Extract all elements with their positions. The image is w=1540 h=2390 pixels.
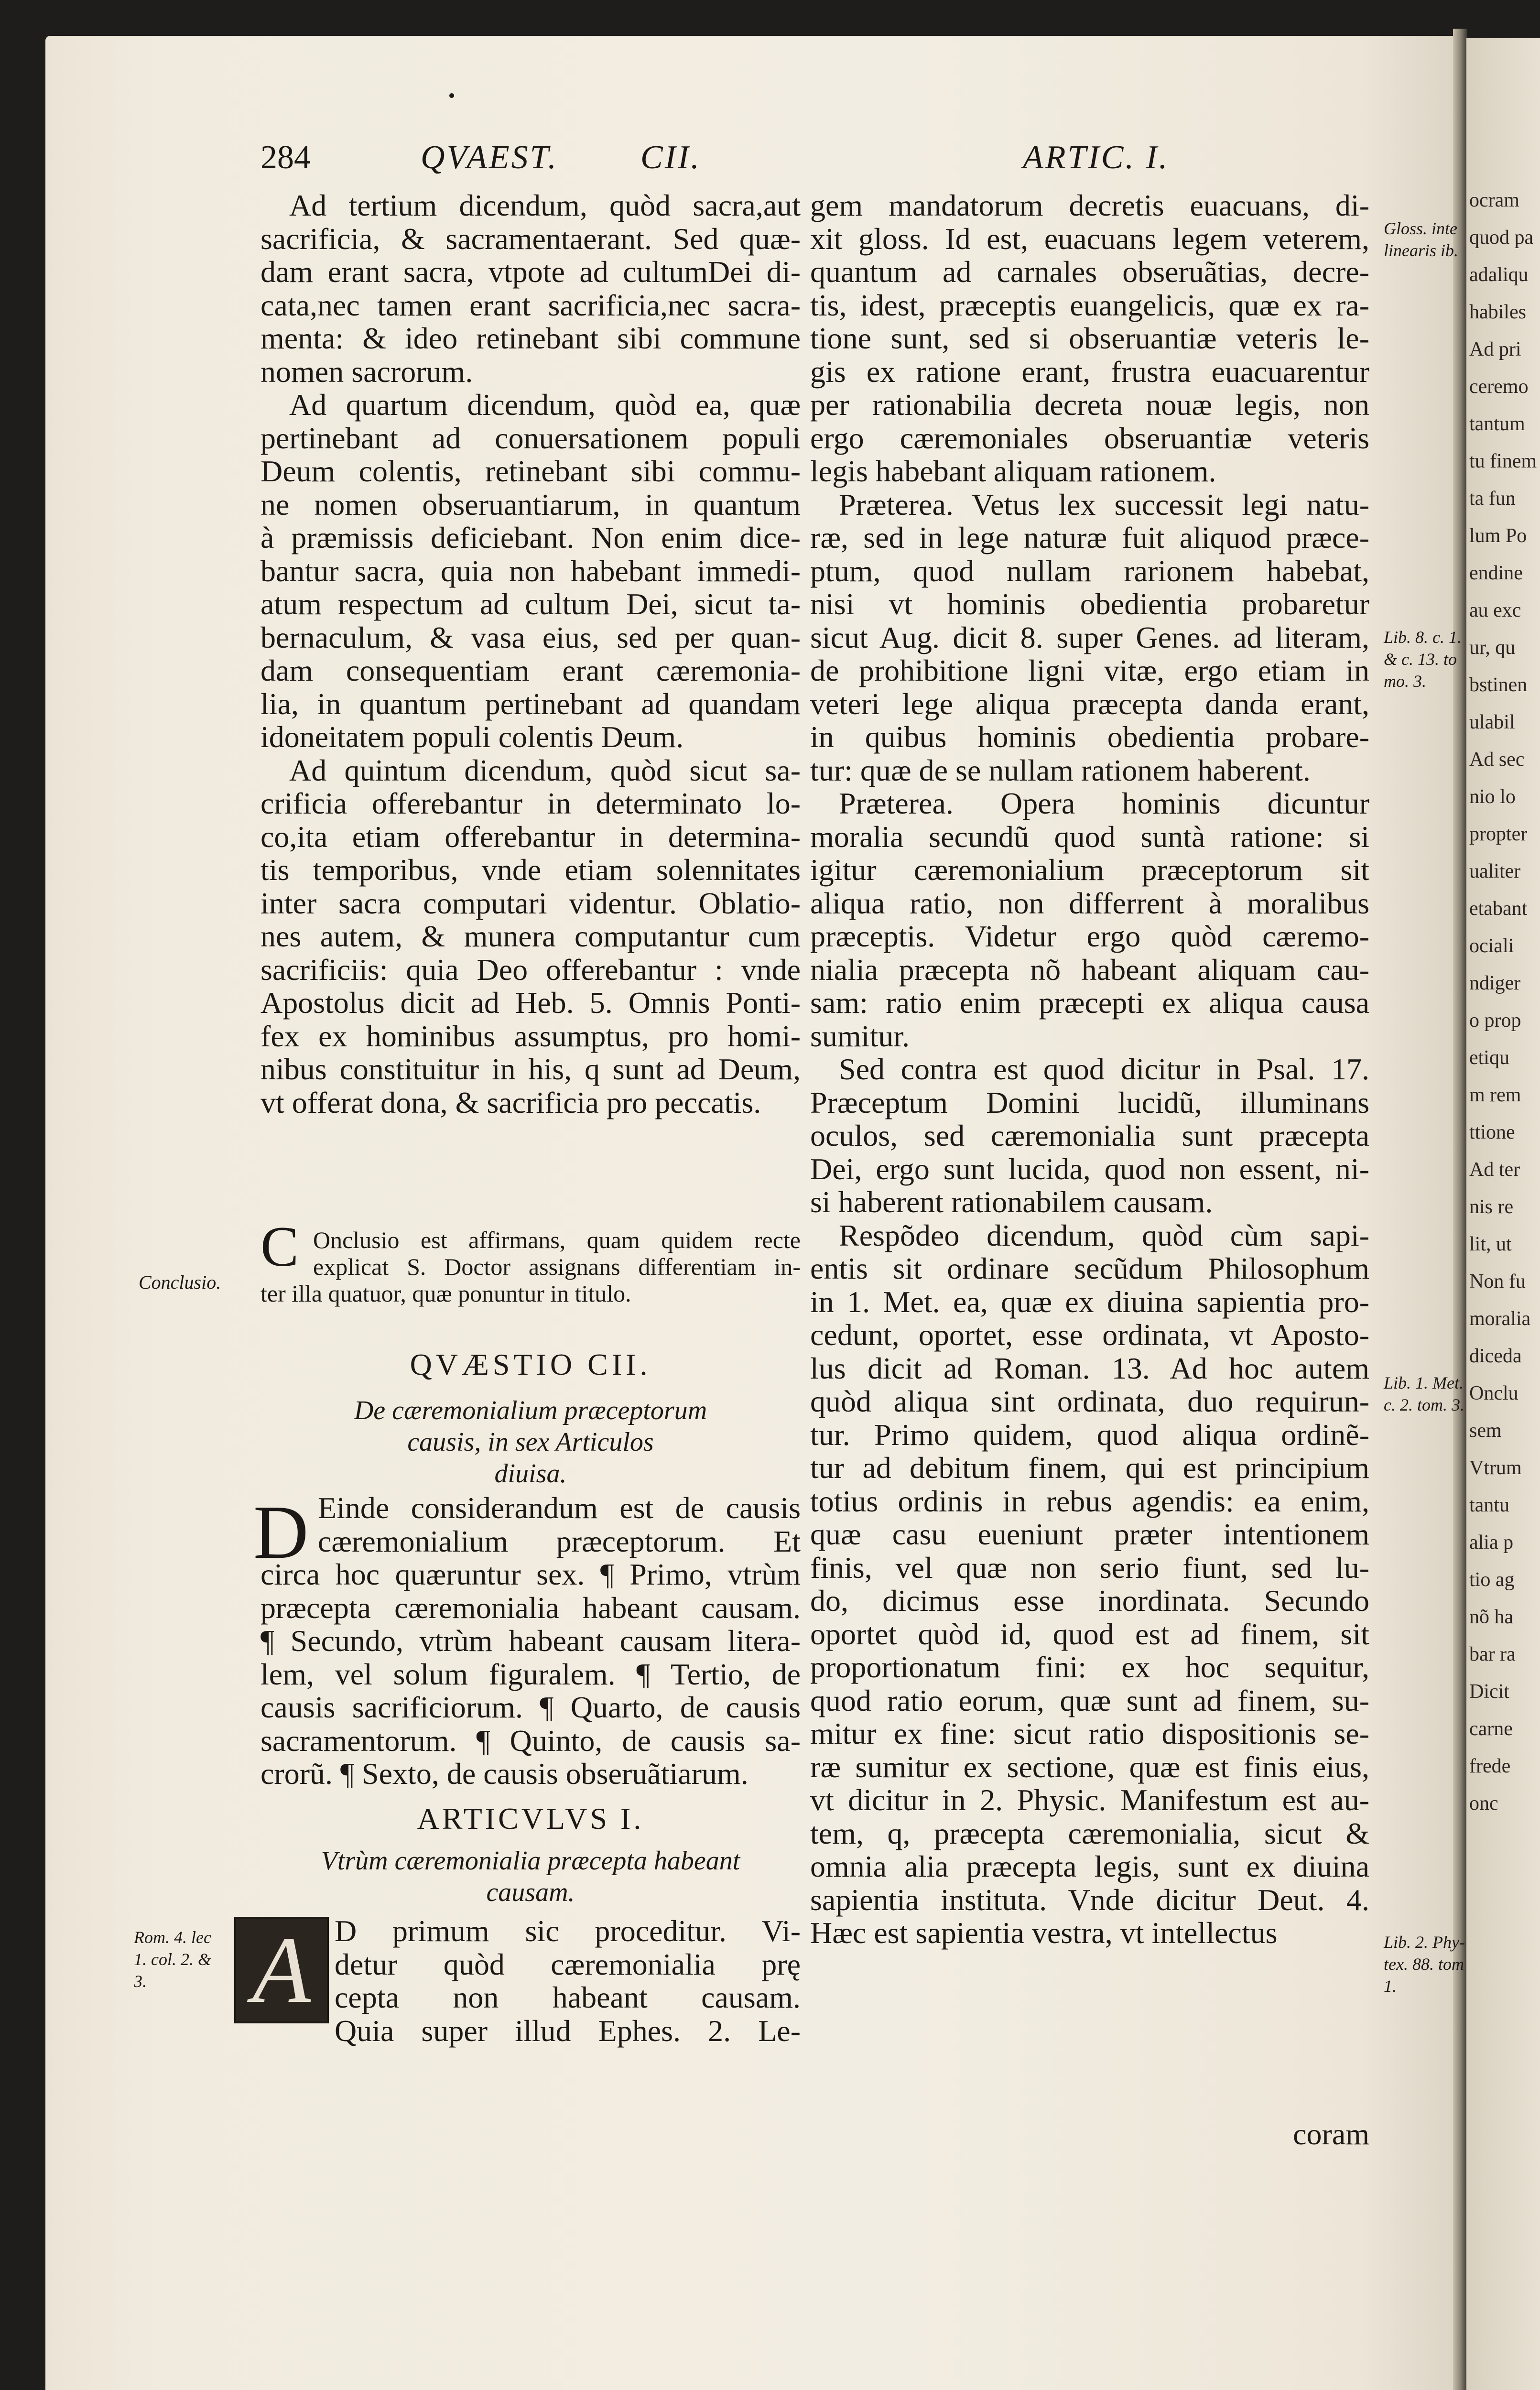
running-head-center: CII.: [640, 139, 701, 176]
text-line: Onclusio est affirmans, quam quidem recte: [313, 1227, 801, 1253]
next-page-line: Non fu: [1469, 1271, 1526, 1293]
margin-note-line: 3.: [134, 1972, 147, 1991]
text-line: Vtrùm cæremonialia præcepta habeant: [321, 1846, 740, 1876]
next-page-line: Ad ter: [1469, 1159, 1520, 1181]
text-line: Quia super illud Ephes. 2. Le-: [335, 2013, 801, 2048]
text-line: à præmissis deficiebant. Non enim dice-: [260, 521, 801, 554]
next-page-line: ndiger: [1469, 972, 1521, 994]
next-page-line: ta fun: [1469, 488, 1516, 510]
text-line: causis sacrificiorum. ¶ Quarto, de causis: [260, 1690, 801, 1724]
text-line: si haberent rationabilem causam.: [810, 1185, 1213, 1219]
page-number: 284: [260, 139, 311, 176]
text-line: detur quòd cæremonialia prę: [335, 1947, 801, 1981]
next-page-line: frede: [1469, 1755, 1511, 1777]
next-page-line: bar ra: [1469, 1643, 1516, 1665]
text-line: aliqua ratio, non differrent à moralibus: [810, 886, 1369, 920]
text-line: dam erant sacra, vtpote ad cultumDei di-: [260, 255, 801, 289]
margin-note-line: linearis ib.: [1384, 241, 1459, 260]
next-page-line: o prop: [1469, 1010, 1521, 1032]
next-page-line: tantum: [1469, 413, 1525, 435]
next-page-line: adaliqu: [1469, 264, 1529, 286]
margin-note-line: Lib. 1. Met.: [1384, 1373, 1464, 1392]
next-page-line: Vtrum: [1469, 1457, 1522, 1479]
quaestio-intro: [260, 1491, 801, 1791]
text-line: tur ad debitum finem, qui est principium: [810, 1451, 1369, 1485]
next-page-line: nõ ha: [1469, 1606, 1514, 1628]
text-line: tis temporibus, vnde etiam solennitates: [260, 853, 801, 887]
text-line: moralia secundũ quod suntà ratione: si: [810, 819, 1369, 854]
next-page-line: etabant: [1469, 898, 1528, 920]
text-line: lem, vel solum figuralem. ¶ Tertio, de: [260, 1657, 801, 1691]
text-line: oculos, sed cæremonialia sunt præcepta: [810, 1119, 1369, 1152]
text-line: quantum ad carnales obseruãtias, decre-: [810, 255, 1369, 289]
margin-note-line: 1. col. 2. &: [134, 1950, 211, 1969]
text-line: in quibus hominis obedientia probare-: [810, 720, 1369, 754]
text-line: entis sit ordinare secũdum Philosophum: [810, 1251, 1369, 1285]
text-line: Ad tertium dicendum, quòd sacra,aut: [289, 188, 801, 222]
next-page-line: au exc: [1469, 599, 1521, 621]
text-line: tem, q, præcepta cæremonialia, sicut &: [810, 1816, 1369, 1850]
next-page-line: etiqu: [1469, 1047, 1509, 1069]
text-line: crificia offerebantur in determinato lo-: [260, 786, 801, 820]
text-line: diuisa.: [494, 1459, 567, 1488]
next-page-line: alia p: [1469, 1532, 1514, 1554]
text-line: bantur sacra, quia non habebant immedi-: [260, 554, 801, 588]
text-line: tur. Primo quidem, quod aliqua ordinẽ-: [810, 1417, 1369, 1452]
text-line: ter illa quatuor, quæ ponuntur in titulo.: [260, 1280, 631, 1307]
text-line: Hæc est sapientia vestra, vt intellectus: [810, 1916, 1278, 1950]
right-paragraph-5: [810, 1219, 1369, 1950]
text-line: nes autem, & munera computantur cum: [260, 919, 801, 953]
margin-note-line: & c. 13. to: [1384, 650, 1457, 669]
next-page-line: m rem: [1469, 1084, 1521, 1106]
articulus-title: ARTICVLVS I.: [417, 1802, 644, 1836]
running-head-right: ARTIC. I.: [1023, 139, 1170, 176]
text-line: tur: quæ de se nullam rationem haberent.: [810, 753, 1311, 787]
text-line: cepta non habeant causam.: [335, 1980, 801, 2014]
text-line: dam consequentiam erant cæremonia-: [260, 653, 801, 687]
margin-note-lib1: [1384, 1372, 1464, 1416]
ink-dot: [449, 93, 454, 98]
left-paragraph-3: [260, 754, 801, 1119]
text-line: totius ordinis in rebus agendis: ea enim,: [810, 1484, 1369, 1518]
text-line: Respõdeo dicendum, quòd cùm sapi-: [839, 1218, 1369, 1252]
conclusio-text: [260, 1227, 801, 1307]
margin-note-line: Lib. 8. c. 1.: [1384, 628, 1462, 647]
next-page-line: onc: [1469, 1792, 1498, 1814]
text-line: lus dicit ad Roman. 13. Ad hoc autem: [810, 1351, 1369, 1385]
text-line: ¶ Secundo, vtrùm habeant causam litera-: [260, 1624, 801, 1658]
text-line: idoneitatem populi colentis Deum.: [260, 720, 684, 754]
decorated-initial-letter: A: [252, 1917, 311, 2023]
catchword: coram: [1293, 2117, 1369, 2151]
text-line: nomen sacrorum.: [260, 354, 473, 389]
next-page-line: Ad pri: [1469, 338, 1521, 360]
next-page-fragments: [1469, 182, 1536, 1822]
text-line: quod ratio eorum, quæ sunt ad finem, su-: [810, 1683, 1369, 1717]
text-line: pertinebant ad conuersationem populi: [260, 421, 801, 455]
text-line: Sed contra est quod dicitur in Psal. 17.: [839, 1052, 1369, 1086]
text-line: præcepta cæremonialia habeant causam.: [260, 1590, 801, 1625]
margin-note-rom: [134, 1926, 211, 1992]
text-line: circa hoc quæruntur sex. ¶ Primo, vtrùm: [260, 1557, 801, 1591]
next-page-line: ulabil: [1469, 711, 1515, 733]
text-line: menta: & ideo retinebant sibi commune: [260, 321, 801, 355]
intro-initial: D: [253, 1489, 309, 1575]
text-line: quæ casu eueniunt præter intentionem: [810, 1517, 1369, 1551]
text-line: ne nomen obseruantiarum, in quantum: [260, 487, 801, 521]
left-paragraph-1: [260, 189, 801, 388]
text-line: per rationabilia decreta nouæ legis, non: [810, 388, 1369, 422]
text-line: sumitur.: [810, 1019, 910, 1053]
text-line: quòd aliqua sint ordinata, duo requirun-: [810, 1384, 1369, 1418]
next-page-line: lum Po: [1469, 525, 1527, 547]
text-line: præceptis. Videtur ergo quòd cæremo-: [810, 919, 1369, 953]
margin-note-line: 1.: [1384, 1977, 1397, 1996]
text-line: Dei, ergo sunt lucida, quod non essent, ni-: [810, 1152, 1369, 1186]
next-page-line: lit, ut: [1469, 1233, 1512, 1255]
next-page-line: ocram: [1469, 189, 1519, 211]
text-line: gis ex ratione erant, frustra euacuarentur: [810, 354, 1369, 389]
text-line: legis habebant aliquam rationem.: [810, 454, 1216, 488]
text-line: Deum colentis, retinebant sibi commu-: [260, 454, 801, 488]
margin-note-conclusio: Conclusio.: [139, 1271, 221, 1293]
left-paragraph-2: [260, 388, 801, 754]
next-page-line: propter: [1469, 823, 1528, 845]
quaestio-subtitle: [260, 1395, 801, 1489]
quaestio-title: QVÆSTIO CII.: [410, 1347, 651, 1381]
text-line: cæremonialium præceptorum. Et: [318, 1524, 801, 1558]
text-line: explicat S. Doctor assignans differentiam in-: [313, 1253, 801, 1280]
next-page-line: bstinen: [1469, 674, 1528, 696]
right-column: [810, 189, 1369, 1950]
text-line: sapientia instituta. Vnde dicitur Deut. 4.: [810, 1882, 1369, 1917]
text-line: fex ex hominibus assumptus, pro homi-: [260, 1019, 801, 1053]
right-paragraph-3: [810, 787, 1369, 1053]
text-line: Einde considerandum est de causis: [318, 1491, 801, 1525]
next-page-line: tu finem: [1469, 450, 1537, 472]
left-column: [260, 189, 801, 1119]
text-line: Præceptum Domini lucidũ, illuminans: [810, 1085, 1369, 1119]
right-paragraph-2: [810, 488, 1369, 787]
next-page-line: sem: [1469, 1420, 1502, 1442]
text-line: sacramentorum. ¶ Quinto, de causis sa-: [260, 1723, 801, 1758]
next-page-line: nis re: [1469, 1196, 1514, 1218]
text-line: sacrificia, & sacramentaerant. Sed quæ-: [260, 221, 801, 256]
next-page-line: tio ag: [1469, 1569, 1515, 1591]
text-line: cata,nec tamen erant sacrificia,nec sacra-: [260, 288, 801, 322]
text-line: D primum sic proceditur. Vi-: [335, 1914, 801, 1948]
text-line: De cæremonialium præceptorum: [354, 1396, 707, 1425]
margin-note-line: tex. 88. tom: [1384, 1955, 1464, 1974]
text-line: de prohibitione ligni vitæ, ergo etiam in: [810, 653, 1369, 687]
next-page-line: Dicit: [1469, 1681, 1509, 1703]
next-page-line: moralia: [1469, 1308, 1531, 1330]
next-page-line: ociali: [1469, 935, 1514, 957]
next-page-line: nio lo: [1469, 786, 1516, 808]
next-page-line: ur, qu: [1469, 637, 1516, 659]
decorated-initial-A: [234, 1917, 329, 2023]
text-line: tione sunt, sed si obseruantiæ veteris le-: [810, 321, 1369, 355]
text-line: sicut Aug. dicit 8. super Genes. ad literam,: [810, 620, 1369, 654]
text-line: do, dicimus esse inordinata. Secundo: [810, 1584, 1369, 1618]
text-line: Ad quintum dicendum, quòd sicut sa-: [289, 753, 801, 787]
next-page-line: habiles: [1469, 301, 1526, 323]
text-line: vt dicitur in 2. Physic. Manifestum est au-: [810, 1783, 1369, 1817]
next-page-line: Ad sec: [1469, 749, 1525, 771]
text-line: atum respectum ad cultum Dei, sicut ta-: [260, 587, 801, 621]
text-line: causam.: [486, 1878, 575, 1907]
text-line: nialia præcepta nõ habeant aliquam cau-: [810, 952, 1369, 987]
text-line: Præterea. Opera hominis dicuntur: [839, 786, 1369, 820]
margin-note-line: c. 2. tom. 3.: [1384, 1395, 1464, 1414]
text-line: igitur cæremonialium præceptorum sit: [810, 853, 1369, 887]
text-line: xit gloss. Id est, euacuans legem veterem,: [810, 221, 1369, 256]
text-line: vt offerat dona, & sacrificia pro peccatis.: [260, 1085, 761, 1119]
text-line: tis, idest, præceptis euangelicis, quæ ex ra-: [810, 288, 1369, 322]
next-page-edge: [1466, 38, 1540, 2390]
text-line: Apostolus dicit ad Heb. 5. Omnis Ponti-: [260, 986, 801, 1020]
text-line: omnia alia præcepta legis, sunt ex diuina: [810, 1849, 1369, 1883]
text-line: finis, vel quæ non serio fiunt, sed lu-: [810, 1550, 1369, 1585]
margin-note-lib8: [1384, 626, 1462, 692]
margin-note-line: Gloss. inte: [1384, 219, 1458, 238]
margin-note-line: Rom. 4. lec: [134, 1928, 211, 1947]
margin-note-line: Lib. 2. Phy-: [1384, 1933, 1465, 1952]
text-line: cedunt, oportet, esse ordinata, vt Aposto-: [810, 1318, 1369, 1352]
next-page-line: ualiter: [1469, 860, 1521, 882]
margin-note-lib2: [1384, 1931, 1465, 1997]
book-spine: [1453, 29, 1467, 2390]
text-line: nisi vt hominis obedientia probaretur: [810, 587, 1369, 621]
text-line: Præterea. Vetus lex successit legi natu-: [839, 487, 1369, 521]
text-line: proportionatum fini: ex hoc sequitur,: [810, 1650, 1369, 1684]
text-line: oportet quòd id, quod est ad finem, sit: [810, 1617, 1369, 1651]
text-line: gem mandatorum decretis euacuans, di-: [810, 188, 1369, 222]
text-line: crorũ. ¶ Sexto, de causis obseruãtiarum.: [260, 1757, 748, 1791]
next-page-line: ceremo: [1469, 376, 1529, 398]
text-line: lia, in quantum pertinebant ad quandam: [260, 686, 801, 721]
right-paragraph-1: [810, 189, 1369, 488]
articulus-subtitle: [260, 1845, 801, 1908]
text-line: mitur ex fine: sicut ratio dispositionis se-: [810, 1716, 1369, 1750]
running-head-left: QVAEST.: [421, 139, 558, 176]
text-line: ræ sumitur ex sectione, quæ est finis eius,: [810, 1749, 1369, 1784]
next-page-line: Onclu: [1469, 1382, 1518, 1404]
text-line: co,ita etiam offerebantur in determina-: [260, 819, 801, 854]
text-line: bernaculum, & vasa eius, sed per quan-: [260, 620, 801, 654]
text-line: ptum, quod nullam rarionem habebat,: [810, 554, 1369, 588]
text-line: Ad quartum dicendum, quòd ea, quæ: [289, 388, 801, 422]
text-line: inter sacra computari videntur. Oblatio-: [260, 886, 801, 920]
next-page-line: carne: [1469, 1718, 1513, 1740]
text-line: sam: ratio enim præcepti ex aliqua causa: [810, 986, 1369, 1020]
next-page-line: endine: [1469, 562, 1523, 584]
text-line: veteri lege aliqua præcepta danda erant,: [810, 686, 1369, 721]
text-line: sacrificiis: quia Deo offerebantur : vnde: [260, 952, 801, 987]
right-paragraph-4: [810, 1053, 1369, 1219]
margin-note-gloss: [1384, 217, 1458, 261]
text-line: ræ, sed in lege naturæ fuit aliquod præce-: [810, 521, 1369, 554]
text-line: nibus constituitur in his, q sunt ad Deum,: [260, 1052, 801, 1086]
text-line: causis, in sex Articulos: [407, 1427, 654, 1457]
margin-note-line: mo. 3.: [1384, 672, 1426, 691]
next-page-line: quod pa: [1469, 227, 1534, 249]
text-line: in 1. Met. ea, quæ ex diuina sapientia pro-: [810, 1284, 1369, 1319]
text-line: ergo cæremoniales obseruantiæ veteris: [810, 421, 1369, 455]
next-page-line: diceda: [1469, 1345, 1522, 1367]
articulus-text: [335, 1914, 801, 2047]
next-page-line: ttione: [1469, 1121, 1515, 1143]
next-page-line: tantu: [1469, 1494, 1509, 1516]
conclusio-initial: C: [260, 1215, 299, 1278]
